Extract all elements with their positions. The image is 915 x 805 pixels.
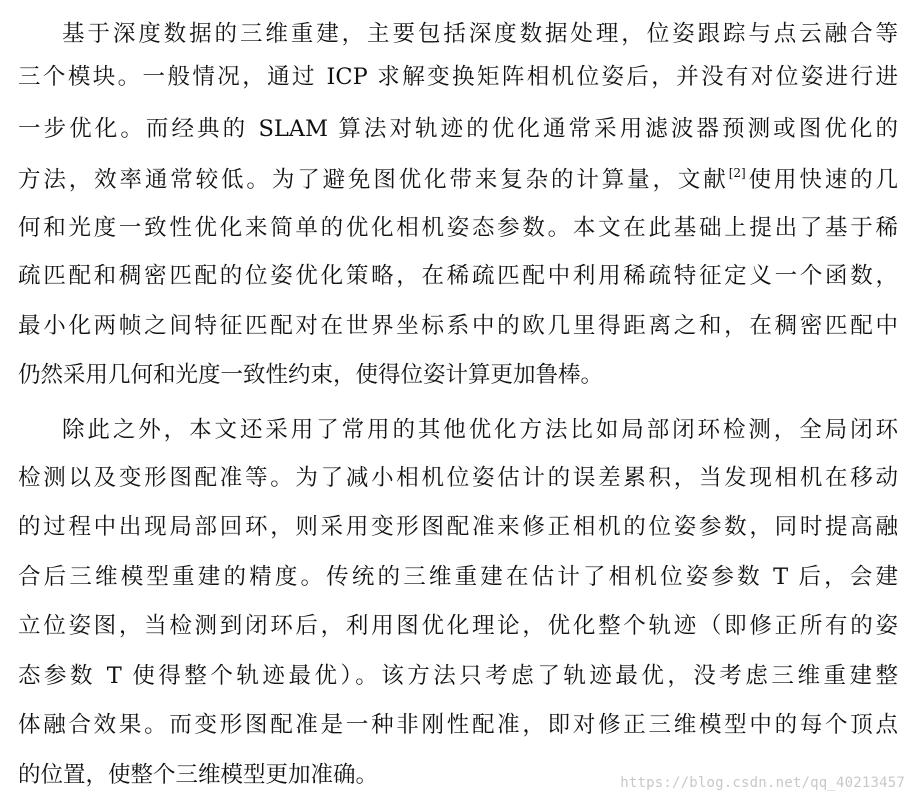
text-line: 仍然采用几何和光度一致性约束，使得位姿计算更加鲁棒。 — [18, 362, 604, 388]
text-line: 体融合效果。而变形图配准是一种非刚性配准，即对修正三维模型中的每个顶点 — [18, 712, 898, 738]
text-line: 的过程中出现局部回环，则采用变形图配准来修正相机的位姿参数，同时提高融 — [18, 514, 898, 540]
text-line: 最小化两帧之间特征匹配对在世界坐标系中的欧几里得距离之和，在稠密匹配中 — [18, 313, 898, 339]
text-line: 三个模块。一般情况，通过 ICP 求解变换矩阵相机位姿后，并没有对位姿进行进 — [18, 64, 898, 90]
text-line: 的位置，使整个三维模型更加准确。 — [18, 762, 379, 788]
text-line: 基于深度数据的三维重建，主要包括深度数据处理，位姿跟踪与点云融合等 — [62, 21, 898, 47]
citation-marker: [2] — [728, 166, 746, 180]
text-line: 合后三维模型重建的精度。传统的三维重建在估计了相机位姿参数 T 后，会建 — [18, 564, 898, 590]
watermark-url: https://blog.csdn.net/qq_40213457 — [620, 775, 905, 791]
text-line: 除此之外，本文还采用了常用的其他优化方法比如局部闭环检测，全局闭环 — [62, 417, 898, 443]
text-segment: 方法，效率通常较低。为了避免图优化带来复杂的计算量，文献 — [18, 167, 729, 193]
text-line: 疏匹配和稠密匹配的位姿优化策略，在稀疏匹配中利用稀疏特征定义一个函数， — [18, 263, 898, 289]
text-segment: 使用快速的几 — [745, 167, 898, 193]
text-line: 检测以及变形图配准等。为了减小相机位姿估计的误差累积，当发现相机在移动 — [18, 465, 898, 491]
text-line: 态参数 T 使得整个轨迹最优）。该方法只考虑了轨迹最优，没考虑三维重建整 — [18, 663, 898, 689]
text-line: 立位姿图，当检测到闭环后，利用图优化理论，优化整个轨迹（即修正所有的姿 — [18, 613, 898, 639]
text-line: 何和光度一致性优化来简单的优化相机姿态参数。本文在此基础上提出了基于稀 — [18, 215, 898, 241]
text-line: 一步优化。而经典的 SLAM 算法对轨迹的优化通常采用滤波器预测或图优化的 — [18, 116, 898, 142]
text-line-with-citation — [18, 160, 898, 200]
